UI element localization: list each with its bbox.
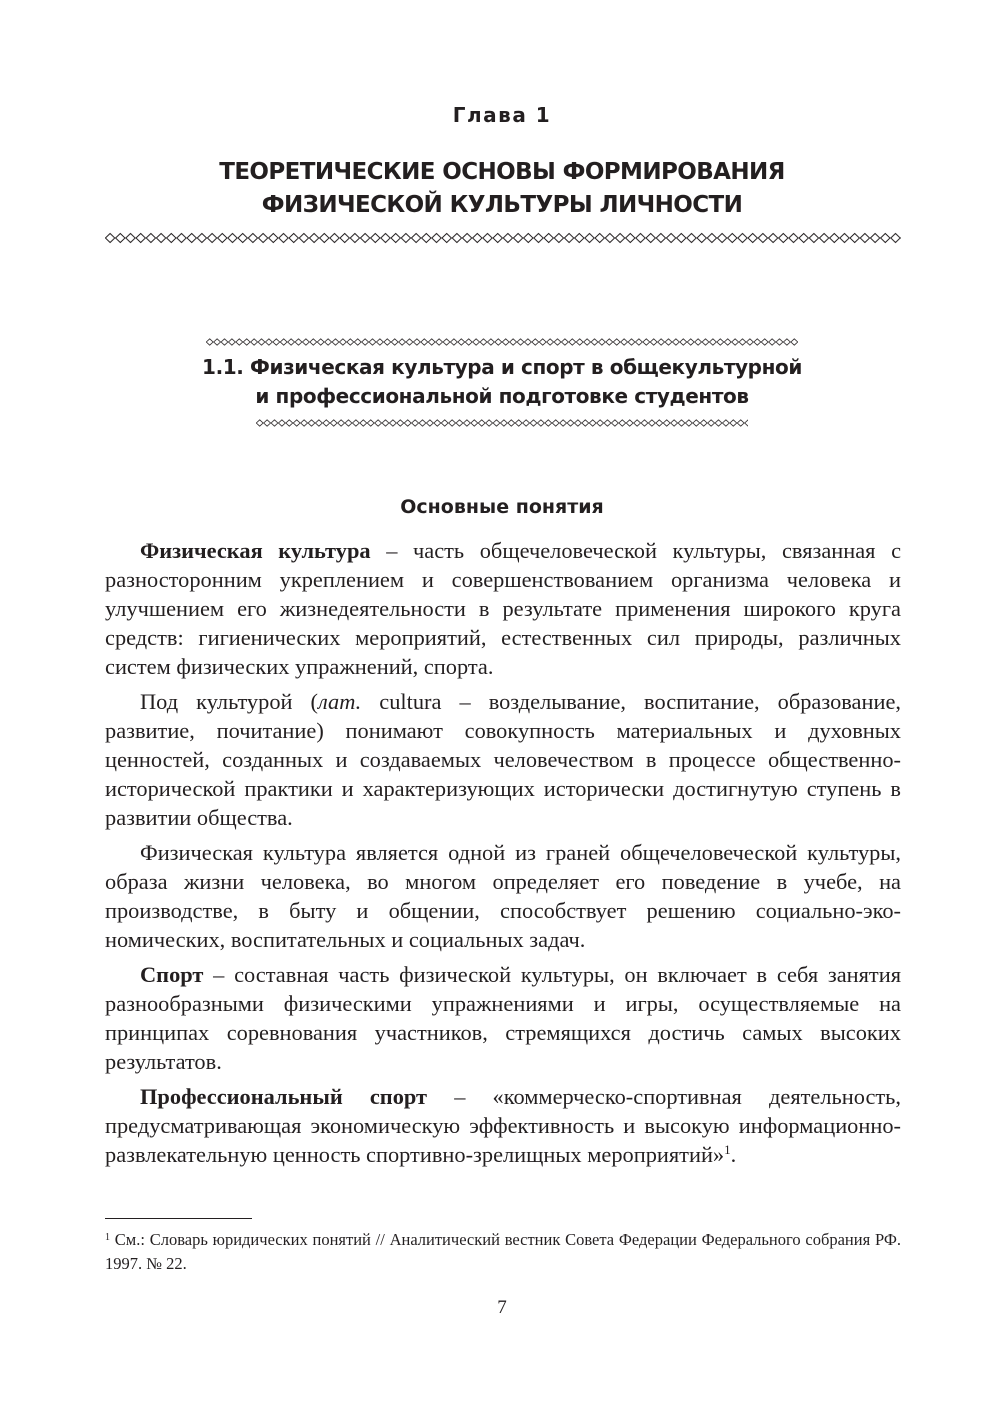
- paragraph-facets: Физическая культура является одной из граней общечеловеческой культуры, образа жизни человека, во многом определяет его поведение в учебе, на производстве, в быту и общении, способствует решению социально-экономических, воспитательных и социальных задач.: [105, 840, 901, 952]
- section-title-line-2: и профессиональной подготовке студентов: [255, 384, 749, 408]
- page-number: 7: [497, 1297, 507, 1318]
- subheading-basic-concepts: Основные понятия: [400, 496, 604, 518]
- chapter-title: [0, 156, 1004, 222]
- latin-abbrev: лат.: [317, 689, 362, 714]
- term-sport: Спорт: [140, 962, 204, 987]
- section-title: [0, 353, 1004, 411]
- chapter-label: Глава 1: [452, 103, 552, 127]
- chapter-title-line-2: ФИЗИЧЕСКОЙ КУЛЬТУРЫ ЛИЧНОСТИ: [261, 192, 743, 218]
- paragraph-text: – составная часть физической культуры, он включает в себя занятия разнообразными физическими упражнениями и игры, осуществляемые на принципах соревнования участников, стремящихся достичь самых высоких результатов.: [105, 962, 901, 1074]
- footnote-marker: 1: [105, 1232, 110, 1243]
- body-text: [105, 536, 901, 1175]
- paragraph-professional-sport: [105, 1082, 901, 1169]
- section-title-line-1: 1.1. Физическая культура и спорт в общекультурной: [202, 355, 802, 379]
- section-ornament-top: [206, 337, 798, 347]
- footnote-separator: [105, 1218, 252, 1219]
- paragraph-physical-culture: [105, 536, 901, 681]
- paragraph-sport: [105, 960, 901, 1076]
- footnote: [105, 1226, 901, 1276]
- footnote-text: См.: Словарь юридических понятий // Аналитический вестник Совета Федерации Федерального собрания РФ. 1997. № 22.: [105, 1230, 901, 1273]
- paragraph-end: .: [730, 1142, 737, 1167]
- chapter-ornament-rule: [105, 231, 901, 245]
- term-physical-culture: Физическая культура: [140, 538, 371, 563]
- paragraph-text: – «коммерческо-спортивная деятельность, предусматривающая экономическую эффективность и высокую информационно-развлекательную ценность спортивно-зрелищных мероприятий»: [105, 1084, 901, 1167]
- paragraph-culture: [105, 687, 901, 832]
- section-ornament-bottom: [256, 418, 748, 428]
- paragraph-text: – часть общечеловеческой культуры, связанная с разносторонним укреплением и совершенствованием организма человека и улучшением его жизнедеятельности в результате применения широкого круга средств: гигиенических мероприятий, естественных сил природы, различных систем физических упражнений, спорта.: [105, 538, 902, 679]
- chapter-title-line-1: ТЕОРЕТИЧЕСКИЕ ОСНОВЫ ФОРМИРОВАНИЯ: [219, 159, 785, 185]
- paragraph-text: Под культурой (: [140, 689, 318, 714]
- footnote-reference: 1: [724, 1142, 731, 1157]
- paragraph-text: cultura – возделывание, воспитание, образование, развитие, почитание) понимают совокупность материальных и духовных ценностей, созданных и создаваемых человечеством в процессе общественно-исторической практики и характеризующих исторически достигнутую ступень в развитии общества.: [105, 689, 901, 830]
- term-professional-sport: Профессиональный спорт: [140, 1084, 428, 1109]
